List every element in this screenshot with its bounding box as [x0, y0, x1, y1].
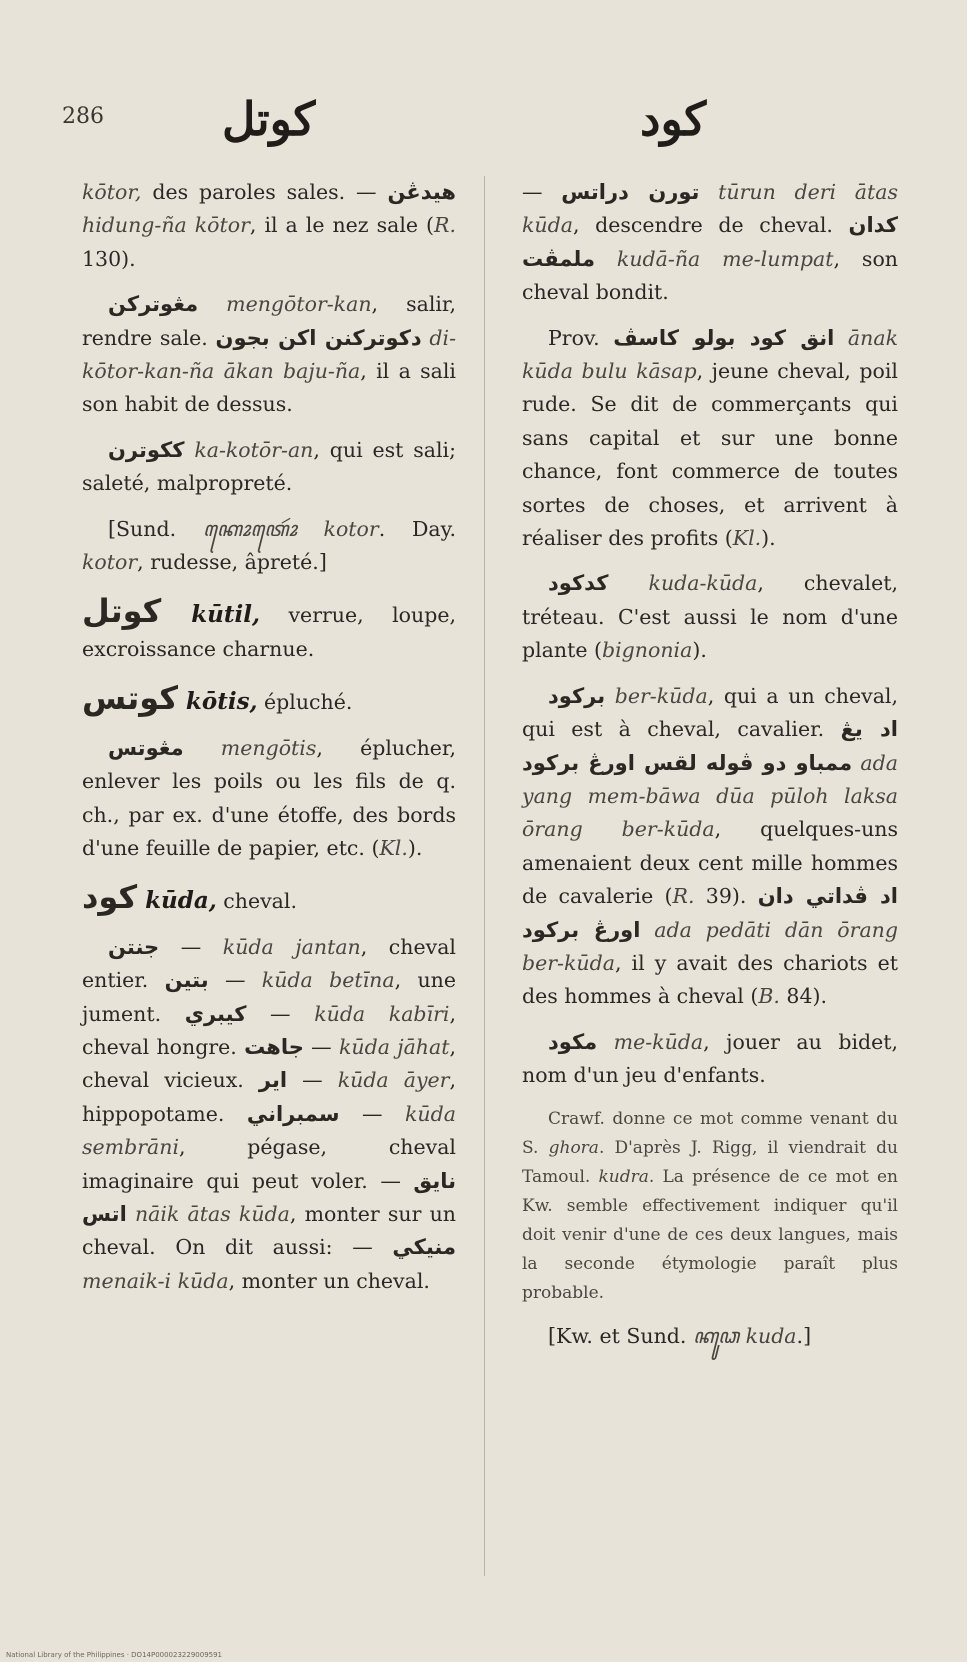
- subentry-me-kuda: [522, 1026, 898, 1093]
- translit: kudā-ña me-lumpat: [595, 246, 834, 271]
- translit: kūda jantan: [222, 934, 361, 959]
- translit: ānak kūda bulu kāsap: [522, 325, 898, 384]
- gloss: [Sund.: [108, 516, 203, 541]
- gloss: .]: [796, 1323, 812, 1348]
- arabic-script: مكود: [548, 1029, 598, 1054]
- translit: kudra: [598, 1166, 649, 1187]
- entry-kotis: [82, 679, 456, 719]
- arabic-script: كيبري: [184, 1001, 247, 1026]
- translit: mengōtis: [183, 735, 317, 760]
- arabic-script: منيكي: [392, 1235, 456, 1260]
- translit: ada pedāti dān ōrang ber-kūda: [522, 917, 899, 975]
- gloss: des paroles sales. —: [141, 180, 388, 204]
- column-divider: [484, 176, 485, 1576]
- cognates-note: [82, 513, 456, 580]
- gloss: , il y avait des chariots et des hommes à cheval (: [522, 950, 898, 1009]
- gloss: épluché.: [257, 690, 353, 715]
- source-ref: Kl.: [379, 835, 408, 860]
- gloss: verrue, loupe, excroissance charnue.: [82, 603, 456, 661]
- etymology-note: [522, 1105, 898, 1308]
- gloss: ).: [761, 526, 776, 551]
- source-ref: B.: [758, 984, 780, 1009]
- sundanese-script: ꦏꦺꦴꦠꦺꦴꦂ: [202, 516, 297, 541]
- translit: ghora: [548, 1137, 599, 1158]
- kuda-proverb: [522, 322, 898, 556]
- arabic-script: بركود: [548, 683, 606, 708]
- arabic-script: انق كود بولو كاسڤ: [613, 325, 835, 350]
- cognates-note-kuda: [522, 1320, 898, 1353]
- running-head-left: كوتل: [222, 92, 316, 146]
- headword: kūtil,: [161, 601, 260, 629]
- gloss: Prov.: [548, 325, 614, 350]
- subentry-ber-kuda: [522, 680, 898, 1014]
- source-ref: Kl.: [732, 526, 762, 551]
- translit: kōtor,: [82, 180, 142, 204]
- translit: kūda āyer: [337, 1068, 450, 1093]
- translit: kūda jāhat: [338, 1034, 450, 1059]
- source-ref: R.: [672, 884, 695, 909]
- translit: kūda betīna: [261, 968, 395, 993]
- gloss: , il a sali son habit de dessus.: [82, 359, 456, 417]
- gloss: , cheval vicieux.: [82, 1034, 456, 1093]
- arabic-script: سمبراني: [246, 1101, 340, 1126]
- gloss: —: [339, 1101, 405, 1126]
- gloss: , quelques-uns amenaient deux cent mille hommes de cavalerie (: [522, 817, 898, 909]
- gloss: , cheval hongre.: [82, 1001, 457, 1059]
- gloss: . D'après J. Rigg, il viendrait du Tamoul.: [522, 1137, 898, 1187]
- gloss: , monter un cheval.: [228, 1268, 430, 1293]
- translit: ada yang mem-bāwa dūa pūloh laksa ōrang ber-kūda: [522, 750, 898, 842]
- arabic-script: ککوترن: [108, 437, 185, 462]
- gloss: —: [303, 1034, 339, 1059]
- headword: kūda,: [137, 887, 217, 915]
- gloss: —: [246, 1001, 315, 1026]
- sundanese-script: ꦏꦸꦣ: [692, 1323, 740, 1348]
- gloss: , son cheval bondit.: [522, 246, 898, 305]
- translit: tūrun deri ātas kūda: [522, 180, 898, 238]
- gloss: cheval.: [216, 889, 297, 914]
- translit: nāik ātas kūda: [126, 1201, 290, 1226]
- arabic-script: مڠوتس: [108, 735, 184, 760]
- gloss: ).: [407, 835, 423, 860]
- gloss: —: [159, 934, 223, 959]
- translit: kotor: [82, 550, 138, 575]
- entry-kuda: [82, 878, 456, 918]
- translit: kūda sembrāni: [82, 1101, 456, 1160]
- translit: kuda-kūda: [608, 571, 758, 596]
- headword-arabic: كوتل: [82, 592, 162, 631]
- arabic-script: تورن دراتس: [561, 180, 700, 204]
- arabic-script: دکوترکنن اکن بجون: [215, 325, 422, 350]
- gloss: , il a le nez sale (: [249, 213, 435, 238]
- gloss: , cheval entier.: [82, 934, 456, 993]
- arabic-script: جاهت: [244, 1034, 304, 1059]
- gloss: , jouer au bidet, nom d'un jeu d'enfants.: [522, 1029, 899, 1088]
- gloss: , descendre de cheval.: [572, 213, 849, 238]
- gloss: . Day.: [378, 516, 456, 541]
- translit: bignonia: [602, 638, 693, 663]
- gloss: , pégase, cheval imaginaire qui peut voler. —: [82, 1135, 456, 1193]
- arabic-script: مڠوترکن: [108, 292, 199, 317]
- gloss: , monter sur un cheval. On dit aussi: —: [82, 1201, 456, 1260]
- arabic-script: اير: [258, 1068, 288, 1093]
- gloss: —: [287, 1068, 338, 1093]
- arabic-script: اد يڠ ممباو دو ڤوله لقس اورڠ بركود: [522, 717, 898, 775]
- gloss: [Kw. et Sund.: [548, 1323, 693, 1348]
- translit: menaik-i kūda: [82, 1268, 229, 1293]
- translit: hidung-ña kōtor: [82, 213, 250, 238]
- arabic-script: نايق اتس: [82, 1168, 456, 1226]
- gloss: , rudesse, âpreté.]: [137, 550, 327, 575]
- translit: kūda kabīri: [314, 1001, 450, 1026]
- arabic-script: هيدڠن: [387, 180, 456, 204]
- translit: ber-kūda: [605, 683, 708, 708]
- arabic-script: جنتن: [108, 934, 160, 959]
- subentry-kuda-compounds: [82, 931, 456, 1298]
- translit: kotor: [296, 516, 379, 541]
- gloss: —: [208, 968, 262, 993]
- gloss: , qui a un cheval, qui est à cheval, cavalier.: [522, 683, 898, 742]
- headword: kōtis,: [177, 688, 258, 716]
- translit: mengōtor-kan: [198, 292, 372, 317]
- kuda-turun: [522, 176, 898, 310]
- arabic-script: كدكود: [548, 571, 609, 596]
- arabic-script: كدان ملمڤت: [522, 213, 898, 271]
- subentry-kuda-kuda: [522, 567, 898, 667]
- translit: ka-kotōr-an: [184, 437, 314, 462]
- gloss: 130).: [82, 246, 136, 271]
- gloss: , éplucher, enlever les poils ou les fils de q. ch., par ex. d'une étoffe, des bords d'une feuille de papier, etc. (: [82, 735, 456, 860]
- headword-arabic: كوتس: [82, 679, 178, 718]
- entry-kutil: [82, 592, 456, 666]
- gloss: , jeune cheval, poil rude. Se dit de commerçants qui sans capital et sur une bonne chance, font commerce de toutes sortes de choses, et arrivent à réaliser des profits (: [522, 359, 898, 551]
- translit: di-kōtor-kan-ña ākan baju-ña: [82, 325, 457, 384]
- gloss: . La présence de ce mot en Kw. semble effectivement indiquer qu'il doit venir d'une de ces deux langues, mais la seconde étymologie paraît plus probable.: [522, 1166, 899, 1303]
- gloss: ).: [692, 638, 707, 663]
- right-column: [522, 176, 898, 1365]
- headword-arabic: كود: [82, 878, 138, 917]
- source-ref: R.: [434, 213, 456, 238]
- gloss: , hippopotame.: [82, 1068, 456, 1126]
- entry-kotor-continued: [82, 176, 456, 276]
- subentry-mengotis: [82, 732, 456, 866]
- gloss: 84).: [779, 984, 828, 1009]
- translit: kuda: [739, 1323, 797, 1348]
- gloss: , chevalet, tréteau. C'est aussi le nom d'une plante (: [522, 571, 898, 663]
- subentry-mengotor-kan: [82, 288, 456, 422]
- gloss: Crawf. donne ce mot comme venant du S.: [522, 1108, 898, 1158]
- translit: me-kūda: [597, 1029, 704, 1054]
- running-head-right: كود: [640, 92, 707, 146]
- scan-footer: National Library of the Philippines · DO14P000023229009591: [6, 1651, 223, 1659]
- page-number: 286: [62, 104, 104, 129]
- gloss: , qui est sali; saleté, malpropreté.: [82, 437, 456, 496]
- gloss: , salir, rendre sale.: [82, 292, 456, 350]
- arabic-script: اد ڤداتي دان اورڠ بركود: [522, 884, 898, 942]
- left-column: [82, 176, 456, 1310]
- gloss: 39).: [694, 884, 758, 909]
- gloss: —: [522, 180, 562, 204]
- arabic-script: بتين: [164, 968, 209, 993]
- gloss: , une jument.: [82, 968, 456, 1026]
- subentry-ka-kotor-an: [82, 434, 456, 501]
